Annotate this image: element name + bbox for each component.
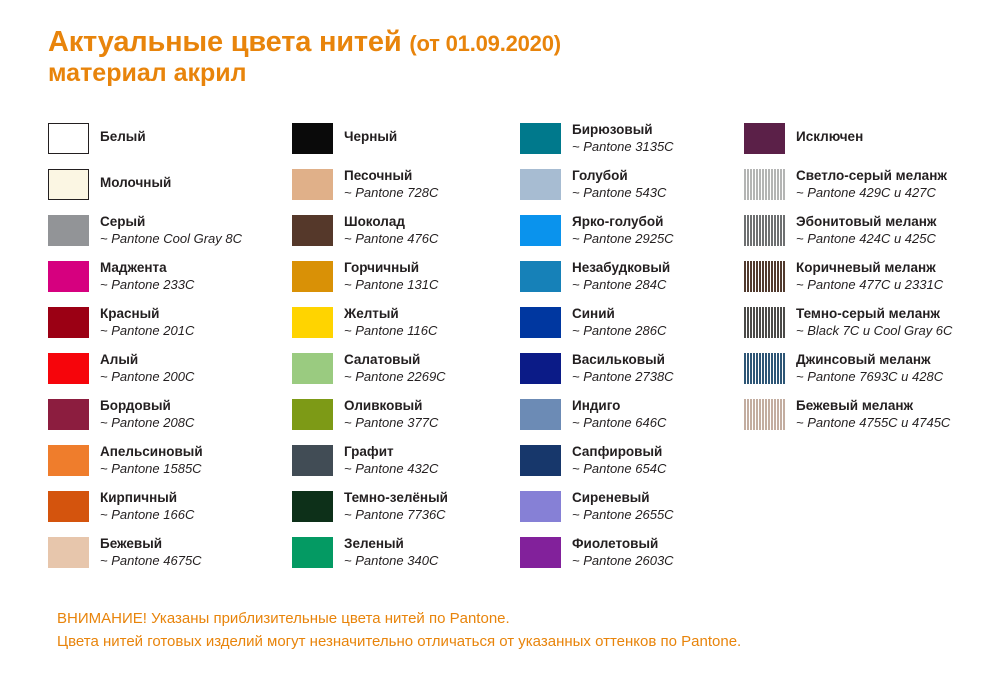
color-swatch — [292, 215, 333, 246]
color-labels — [572, 490, 674, 524]
color-row — [48, 214, 292, 260]
page-title — [48, 26, 948, 58]
color-row — [292, 536, 520, 582]
color-labels — [344, 168, 438, 202]
color-name: Апельсиновый — [100, 444, 203, 459]
color-pantone-code: ~ Pantone 1585C — [100, 460, 202, 476]
color-name: Салатовый — [344, 352, 421, 367]
color-pantone-code: ~ Pantone 233C — [100, 276, 195, 292]
color-pantone-code: ~ Pantone 131C — [344, 276, 439, 292]
color-pantone-code: ~ Pantone 477C и 2331C — [796, 276, 944, 292]
color-name: Алый — [100, 352, 139, 367]
color-row — [520, 214, 744, 260]
color-labels — [344, 490, 448, 524]
color-swatch — [292, 307, 333, 338]
color-row — [520, 444, 744, 490]
color-name: Синий — [572, 306, 615, 321]
color-name: Черный — [344, 129, 398, 144]
color-name: Голубой — [572, 168, 628, 183]
color-row — [292, 214, 520, 260]
color-row — [292, 260, 520, 306]
color-pantone-code: ~ Pantone 340C — [344, 552, 439, 568]
color-labels — [100, 352, 194, 386]
color-swatch — [48, 123, 89, 154]
footer-note — [57, 607, 957, 654]
color-name: Васильковый — [572, 352, 665, 367]
color-labels — [796, 306, 952, 340]
color-pantone-code: ~ Pantone 429C и 427C — [796, 184, 936, 200]
color-row — [48, 352, 292, 398]
color-swatch — [744, 215, 785, 246]
color-pantone-code: ~ Pantone 2603C — [572, 552, 674, 568]
color-labels — [100, 260, 194, 294]
color-swatch — [520, 169, 561, 200]
color-name: Молочный — [100, 175, 172, 190]
color-row — [48, 398, 292, 444]
color-labels — [100, 490, 194, 524]
color-row — [520, 122, 744, 168]
color-row — [292, 490, 520, 536]
color-labels — [796, 260, 943, 294]
color-row — [744, 260, 964, 306]
color-swatch — [520, 491, 561, 522]
color-swatch — [48, 399, 89, 430]
color-labels — [344, 352, 446, 386]
color-name: Бежевый меланж — [796, 398, 914, 413]
color-labels — [572, 306, 666, 340]
color-pantone-code: ~ Pantone 4755C и 4745C — [796, 414, 951, 430]
color-name: Оливковый — [344, 398, 423, 413]
color-labels — [100, 214, 242, 248]
color-columns — [48, 122, 964, 582]
color-swatch — [520, 537, 561, 568]
color-name: Ярко-голубой — [572, 214, 664, 229]
color-column — [744, 122, 964, 582]
color-name: Темно-зелёный — [344, 490, 448, 505]
color-swatch — [292, 123, 333, 154]
color-name: Желтый — [344, 306, 399, 321]
color-row — [292, 306, 520, 352]
color-name: Незабудковый — [572, 260, 671, 275]
color-pantone-code: ~ Pantone 424C и 425C — [796, 230, 936, 246]
color-name: Серый — [100, 214, 146, 229]
color-swatch — [744, 399, 785, 430]
color-pantone-code: ~ Pantone 4675C — [100, 552, 202, 568]
color-column — [48, 122, 292, 582]
color-row — [520, 260, 744, 306]
color-row — [744, 306, 964, 352]
color-labels — [100, 306, 194, 340]
color-row — [292, 168, 520, 214]
color-name: Графит — [344, 444, 394, 459]
color-name: Джинсовый меланж — [796, 352, 931, 367]
color-labels — [344, 536, 438, 570]
color-pantone-code: ~ Black 7C и Cool Gray 6C — [796, 322, 953, 338]
color-name: Бирюзовый — [572, 122, 653, 137]
color-name: Темно-серый меланж — [796, 306, 940, 321]
color-labels — [572, 260, 670, 294]
color-name: Эбонитовый меланж — [796, 214, 937, 229]
color-swatch — [292, 169, 333, 200]
color-name: Светло-серый меланж — [796, 168, 947, 183]
color-column — [292, 122, 520, 582]
color-labels — [572, 444, 666, 478]
color-swatch — [48, 353, 89, 384]
color-swatch — [520, 353, 561, 384]
color-labels — [572, 122, 674, 156]
color-row — [48, 168, 292, 214]
color-pantone-code: ~ Pantone 3135C — [572, 138, 674, 154]
color-row — [520, 398, 744, 444]
color-pantone-code: ~ Pantone 2738C — [572, 368, 674, 384]
color-pantone-code: ~ Pantone 2269C — [344, 368, 446, 384]
color-labels — [572, 168, 666, 202]
color-name: Кирпичный — [100, 490, 178, 505]
color-column — [520, 122, 744, 582]
color-row — [520, 490, 744, 536]
color-swatch — [292, 261, 333, 292]
color-labels — [344, 214, 438, 248]
color-name: Бордовый — [100, 398, 171, 413]
color-name: Бежевый — [100, 536, 163, 551]
color-swatch — [744, 123, 785, 154]
color-labels — [344, 444, 438, 478]
color-pantone-code: ~ Pantone 728C — [344, 184, 439, 200]
color-swatch — [520, 215, 561, 246]
color-swatch — [520, 307, 561, 338]
color-name: Песочный — [344, 168, 413, 183]
color-swatch — [48, 491, 89, 522]
color-swatch — [744, 261, 785, 292]
footer-line-1: ВНИМАНИЕ! Указаны приблизительные цвета нитей по Pantone. — [57, 610, 510, 627]
color-name: Горчичный — [344, 260, 420, 275]
color-row — [292, 122, 520, 168]
color-pantone-code: ~ Pantone 2925C — [572, 230, 674, 246]
color-pantone-code: ~ Pantone 432C — [344, 460, 439, 476]
color-swatch — [292, 491, 333, 522]
color-pantone-code: ~ Pantone 476C — [344, 230, 439, 246]
color-labels — [100, 398, 194, 432]
color-swatch — [48, 261, 89, 292]
color-row — [744, 214, 964, 260]
color-row — [520, 352, 744, 398]
color-swatch — [48, 445, 89, 476]
color-pantone-code: ~ Pantone 377C — [344, 414, 439, 430]
color-swatch — [744, 307, 785, 338]
color-row — [292, 352, 520, 398]
color-swatch — [520, 399, 561, 430]
color-pantone-code: ~ Pantone 286C — [572, 322, 667, 338]
color-labels — [100, 168, 171, 192]
color-name: Зеленый — [344, 536, 404, 551]
color-name: Белый — [100, 129, 146, 144]
color-labels — [572, 536, 674, 570]
color-swatch — [48, 215, 89, 246]
page-title-text: Актуальные цвета нитей — [48, 26, 402, 58]
color-swatch — [744, 353, 785, 384]
color-labels — [796, 168, 947, 202]
page-title-date: (от 01.09.2020) — [409, 31, 561, 56]
color-swatch — [292, 353, 333, 384]
color-pantone-code: ~ Pantone 200C — [100, 368, 195, 384]
color-labels — [344, 122, 397, 146]
color-row — [48, 122, 292, 168]
color-swatch — [520, 123, 561, 154]
color-labels — [796, 352, 943, 386]
color-pantone-code: ~ Pantone 166C — [100, 506, 195, 522]
footer-line-2: Цвета нитей готовых изделий могут незначительно отличаться от указанных оттенков по Pantone. — [57, 633, 742, 651]
color-pantone-code: ~ Pantone 543C — [572, 184, 667, 200]
color-name: Шоколад — [344, 214, 405, 229]
color-name: Красный — [100, 306, 160, 321]
color-row — [48, 536, 292, 582]
color-swatch — [48, 537, 89, 568]
page-header — [48, 26, 948, 88]
color-pantone-code: ~ Pantone 2655C — [572, 506, 674, 522]
color-swatch — [520, 261, 561, 292]
color-labels — [572, 214, 674, 248]
color-pantone-code: ~ Pantone 654C — [572, 460, 667, 476]
color-swatch — [744, 169, 785, 200]
color-row — [744, 168, 964, 214]
color-name: Фиолетовый — [572, 536, 659, 551]
color-labels — [572, 352, 674, 386]
color-row — [48, 444, 292, 490]
color-name: Индиго — [572, 398, 621, 413]
color-row — [292, 444, 520, 490]
color-row — [48, 260, 292, 306]
color-name: Коричневый меланж — [796, 260, 936, 275]
color-pantone-code: ~ Pantone 7736C — [344, 506, 446, 522]
color-swatch — [48, 307, 89, 338]
page-subtitle: материал акрил — [48, 59, 247, 88]
color-swatch — [292, 445, 333, 476]
color-labels — [100, 444, 203, 478]
color-labels — [344, 398, 438, 432]
color-row — [292, 398, 520, 444]
color-row — [48, 306, 292, 352]
color-labels — [796, 398, 950, 432]
color-pantone-code: ~ Pantone 201C — [100, 322, 195, 338]
color-labels — [100, 122, 146, 146]
color-name: Маджента — [100, 260, 167, 275]
color-labels — [796, 122, 863, 146]
color-swatch — [292, 399, 333, 430]
color-labels — [796, 214, 937, 248]
color-name: Сиреневый — [572, 490, 650, 505]
color-row — [744, 122, 964, 168]
color-name: Сапфировый — [572, 444, 663, 459]
color-labels — [100, 536, 202, 570]
color-labels — [344, 306, 437, 340]
color-pantone-code: ~ Pantone 646C — [572, 414, 667, 430]
color-row — [520, 306, 744, 352]
color-swatch — [520, 445, 561, 476]
color-pantone-code: ~ Pantone 284C — [572, 276, 667, 292]
color-row — [744, 398, 964, 444]
color-pantone-code: ~ Pantone 208C — [100, 414, 195, 430]
color-swatch — [292, 537, 333, 568]
color-labels — [344, 260, 438, 294]
color-pantone-code: ~ Pantone Cool Gray 8C — [100, 230, 242, 246]
color-pantone-code: ~ Pantone 7693C и 428C — [796, 368, 944, 384]
color-row — [48, 490, 292, 536]
color-labels — [572, 398, 666, 432]
color-row — [520, 536, 744, 582]
color-row — [520, 168, 744, 214]
color-name: Исключен — [796, 129, 864, 144]
color-swatch — [48, 169, 89, 200]
color-row — [744, 352, 964, 398]
color-pantone-code: ~ Pantone 116C — [344, 322, 438, 338]
